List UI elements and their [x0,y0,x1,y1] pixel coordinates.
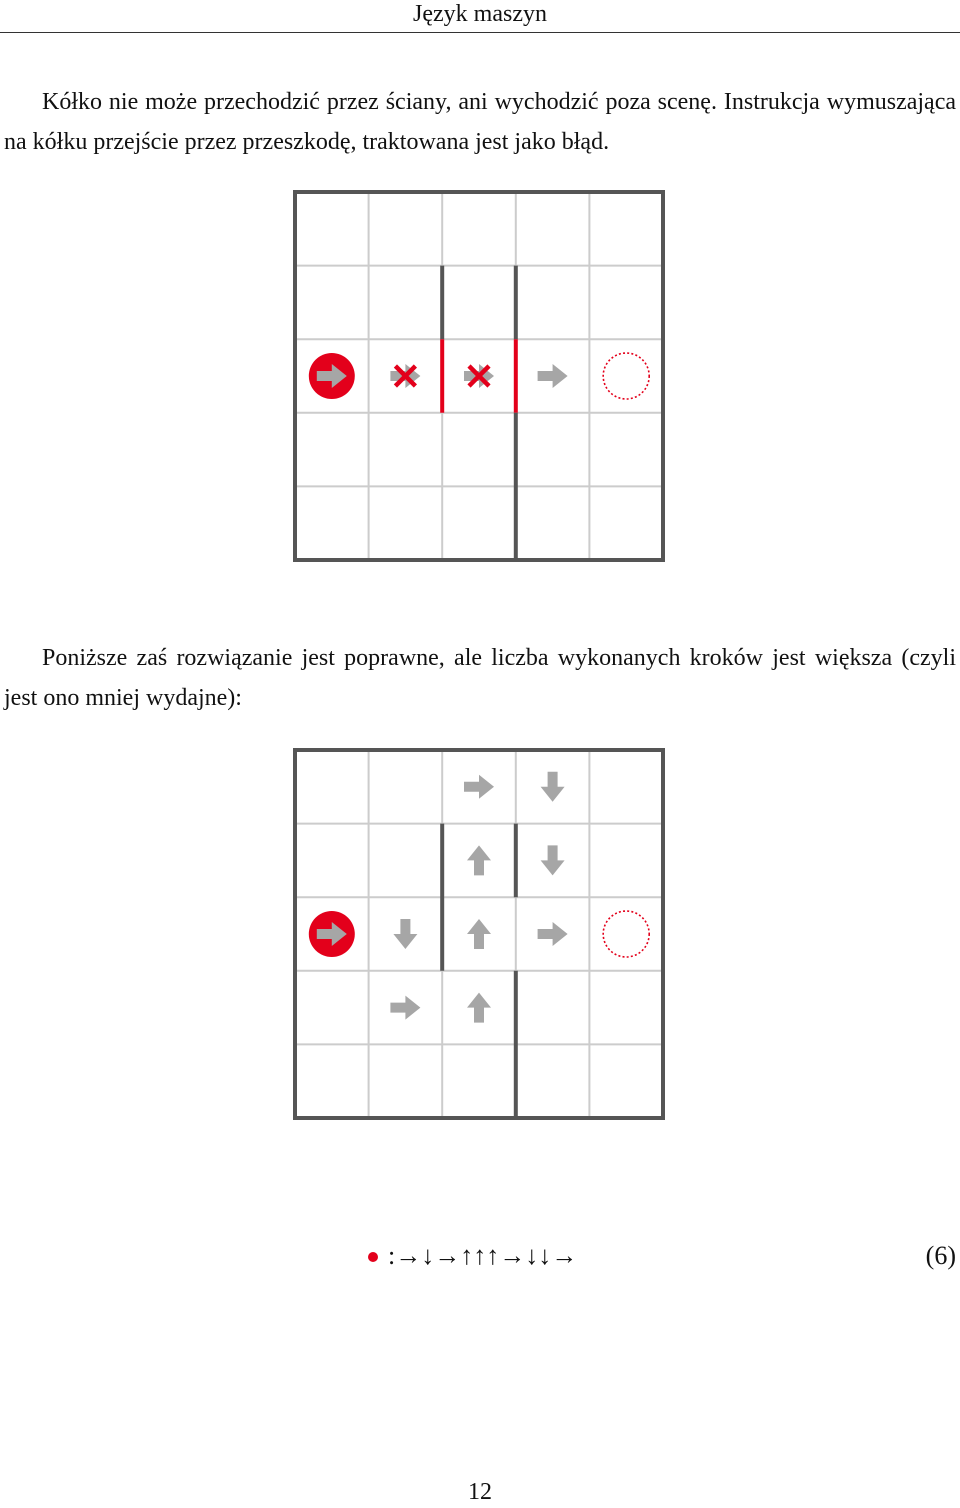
grid-error-example [292,189,666,563]
header-title: Język maszyn [413,1,547,27]
grid-correct-example [292,747,666,1121]
page-header [0,0,960,33]
start-circle-icon [309,911,355,957]
circle-bullet-icon [368,1252,378,1262]
paragraph-rules [4,82,956,162]
paragraph-rules-text: Kółko nie może przechodzić przez ściany, ani wychodzić poza scenę. Instrukcja wymuszająca na kółku przejście przez przeszkodę, traktowana jest jako błąd. [4,89,956,155]
formula-number: (6) [925,1241,956,1270]
paragraph-alternative-text: Poniższe zaś rozwiązanie jest poprawne, ale liczba wykonanych kroków jest większa (czyli jest ono mniej wydajne): [4,645,956,711]
start-circle-icon [309,353,355,399]
formula [368,1236,577,1276]
formula-sequence: :→↓→↑↑↑→↓↓→ [388,1241,578,1270]
page-number: 12 [468,1479,492,1505]
paragraph-alternative [4,638,956,718]
